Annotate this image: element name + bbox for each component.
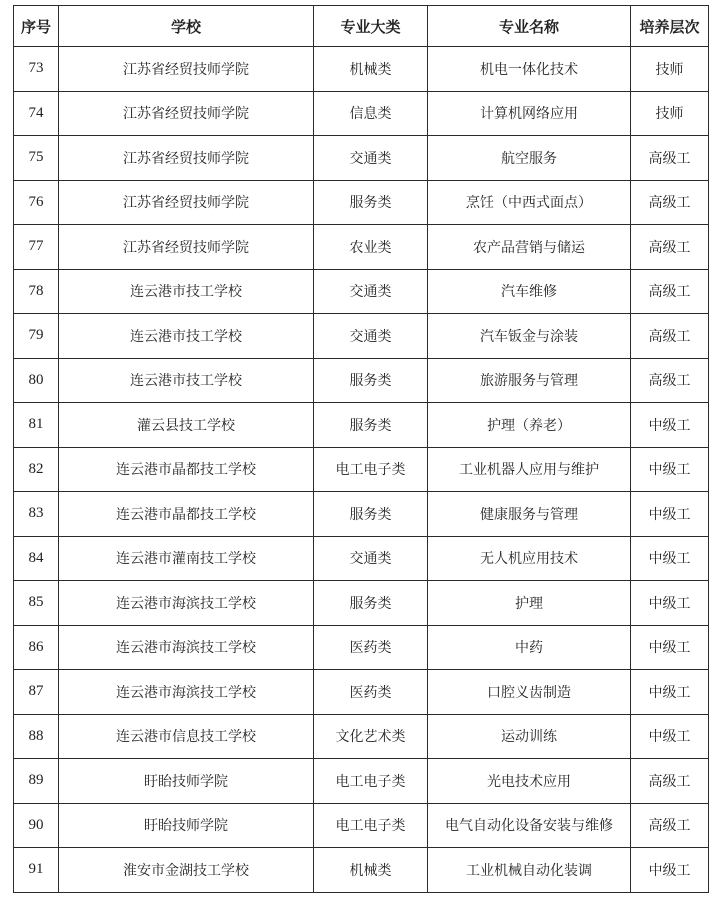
table-body <box>14 47 709 893</box>
school-name: 连云港市信息技工学校 <box>59 714 314 759</box>
table-row <box>14 447 709 492</box>
major-category: 农业类 <box>314 225 428 270</box>
major-name: 护理（养老） <box>428 403 631 448</box>
header-school: 学校 <box>59 6 314 47</box>
table-row <box>14 180 709 225</box>
training-level: 中级工 <box>631 714 709 759</box>
major-category: 服务类 <box>314 180 428 225</box>
table-row <box>14 536 709 581</box>
training-level: 中级工 <box>631 536 709 581</box>
training-level: 中级工 <box>631 848 709 893</box>
training-level: 中级工 <box>631 670 709 715</box>
major-name: 无人机应用技术 <box>428 536 631 581</box>
school-name: 连云港市海滨技工学校 <box>59 581 314 626</box>
row-index: 75 <box>14 136 59 181</box>
training-level: 中级工 <box>631 403 709 448</box>
major-category: 电工电子类 <box>314 759 428 804</box>
major-category: 交通类 <box>314 269 428 314</box>
major-name: 机电一体化技术 <box>428 47 631 92</box>
row-index: 73 <box>14 47 59 92</box>
header-major: 专业名称 <box>428 6 631 47</box>
table-row <box>14 625 709 670</box>
major-category: 服务类 <box>314 581 428 626</box>
row-index: 87 <box>14 670 59 715</box>
table-row <box>14 403 709 448</box>
table-row <box>14 269 709 314</box>
training-level: 高级工 <box>631 136 709 181</box>
training-level: 高级工 <box>631 803 709 848</box>
major-name: 口腔义齿制造 <box>428 670 631 715</box>
header-row <box>14 6 709 47</box>
header-category: 专业大类 <box>314 6 428 47</box>
table-row <box>14 47 709 92</box>
training-level: 高级工 <box>631 225 709 270</box>
table-row <box>14 581 709 626</box>
major-category: 服务类 <box>314 492 428 537</box>
row-index: 78 <box>14 269 59 314</box>
major-category: 信息类 <box>314 91 428 136</box>
table-row <box>14 91 709 136</box>
major-name: 健康服务与管理 <box>428 492 631 537</box>
training-level: 高级工 <box>631 759 709 804</box>
row-index: 81 <box>14 403 59 448</box>
major-name: 汽车钣金与涂装 <box>428 314 631 359</box>
table-row <box>14 314 709 359</box>
training-level: 高级工 <box>631 180 709 225</box>
row-index: 80 <box>14 358 59 403</box>
school-name: 盱眙技师学院 <box>59 803 314 848</box>
school-name: 连云港市技工学校 <box>59 358 314 403</box>
major-category: 电工电子类 <box>314 803 428 848</box>
training-level: 高级工 <box>631 314 709 359</box>
table-row <box>14 136 709 181</box>
school-name: 灌云县技工学校 <box>59 403 314 448</box>
school-name: 连云港市技工学校 <box>59 269 314 314</box>
major-category: 交通类 <box>314 536 428 581</box>
major-category: 电工电子类 <box>314 447 428 492</box>
row-index: 74 <box>14 91 59 136</box>
row-index: 89 <box>14 759 59 804</box>
major-name: 航空服务 <box>428 136 631 181</box>
row-index: 90 <box>14 803 59 848</box>
table-row <box>14 848 709 893</box>
row-index: 88 <box>14 714 59 759</box>
training-level: 中级工 <box>631 625 709 670</box>
major-category: 机械类 <box>314 848 428 893</box>
school-name: 连云港市海滨技工学校 <box>59 670 314 715</box>
school-name: 江苏省经贸技师学院 <box>59 180 314 225</box>
major-name: 农产品营销与储运 <box>428 225 631 270</box>
major-name: 工业机器人应用与维护 <box>428 447 631 492</box>
header-level: 培养层次 <box>631 6 709 47</box>
school-name: 盱眙技师学院 <box>59 759 314 804</box>
major-category: 交通类 <box>314 136 428 181</box>
row-index: 82 <box>14 447 59 492</box>
major-name: 电气自动化设备安装与维修 <box>428 803 631 848</box>
table-row <box>14 759 709 804</box>
training-level: 中级工 <box>631 492 709 537</box>
table-row <box>14 225 709 270</box>
table-row <box>14 492 709 537</box>
row-index: 83 <box>14 492 59 537</box>
school-name: 连云港市技工学校 <box>59 314 314 359</box>
school-name: 连云港市海滨技工学校 <box>59 625 314 670</box>
row-index: 85 <box>14 581 59 626</box>
training-level: 中级工 <box>631 581 709 626</box>
school-name: 连云港市灌南技工学校 <box>59 536 314 581</box>
major-name: 烹饪（中西式面点） <box>428 180 631 225</box>
row-index: 91 <box>14 848 59 893</box>
row-index: 86 <box>14 625 59 670</box>
major-name: 工业机械自动化装调 <box>428 848 631 893</box>
major-name: 汽车维修 <box>428 269 631 314</box>
major-name: 计算机网络应用 <box>428 91 631 136</box>
header-index: 序号 <box>14 6 59 47</box>
school-name: 连云港市晶都技工学校 <box>59 447 314 492</box>
school-name: 江苏省经贸技师学院 <box>59 47 314 92</box>
major-name: 光电技术应用 <box>428 759 631 804</box>
major-name: 中药 <box>428 625 631 670</box>
training-level: 高级工 <box>631 269 709 314</box>
school-name: 江苏省经贸技师学院 <box>59 136 314 181</box>
table-row <box>14 714 709 759</box>
major-category: 交通类 <box>314 314 428 359</box>
major-category: 服务类 <box>314 403 428 448</box>
row-index: 84 <box>14 536 59 581</box>
row-index: 77 <box>14 225 59 270</box>
school-name: 淮安市金湖技工学校 <box>59 848 314 893</box>
row-index: 76 <box>14 180 59 225</box>
row-index: 79 <box>14 314 59 359</box>
training-level: 高级工 <box>631 358 709 403</box>
table-row <box>14 670 709 715</box>
training-level: 中级工 <box>631 447 709 492</box>
major-category: 医药类 <box>314 670 428 715</box>
major-category: 文化艺术类 <box>314 714 428 759</box>
training-level: 技师 <box>631 47 709 92</box>
school-name: 江苏省经贸技师学院 <box>59 225 314 270</box>
major-name: 护理 <box>428 581 631 626</box>
table-row <box>14 803 709 848</box>
major-category: 服务类 <box>314 358 428 403</box>
major-category: 机械类 <box>314 47 428 92</box>
major-name: 运动训练 <box>428 714 631 759</box>
school-name: 江苏省经贸技师学院 <box>59 91 314 136</box>
training-level: 技师 <box>631 91 709 136</box>
school-name: 连云港市晶都技工学校 <box>59 492 314 537</box>
majors-table <box>13 5 709 893</box>
major-category: 医药类 <box>314 625 428 670</box>
major-name: 旅游服务与管理 <box>428 358 631 403</box>
table-row <box>14 358 709 403</box>
